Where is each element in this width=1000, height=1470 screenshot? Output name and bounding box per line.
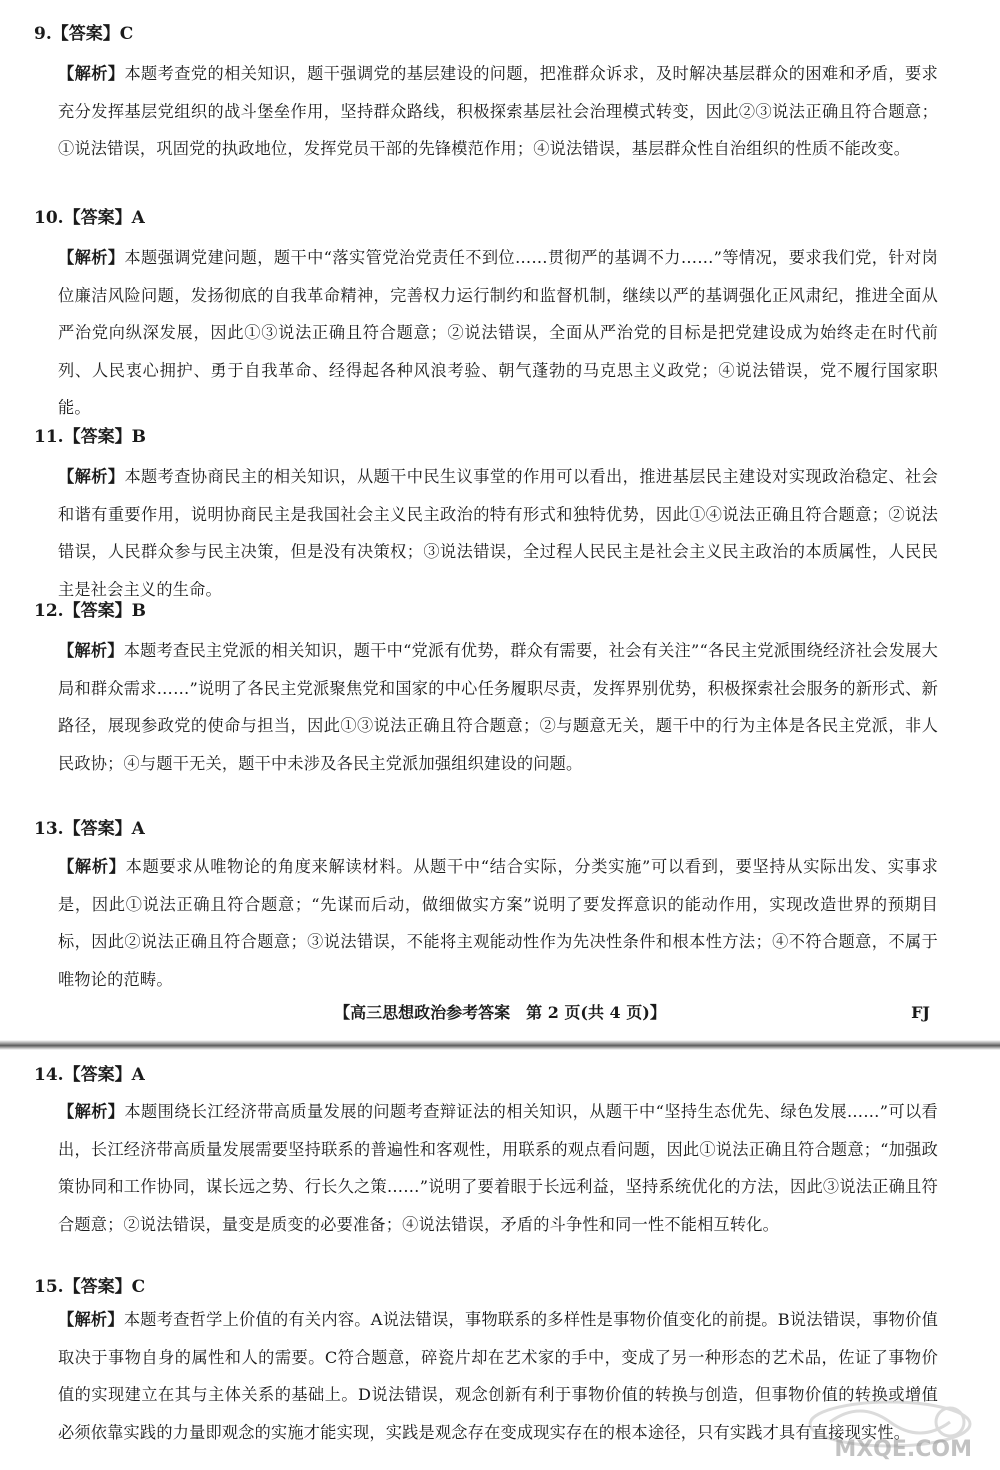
question-12-heading [34, 599, 146, 623]
question-number: 14. [34, 1065, 64, 1085]
watermark-text: MXQE.COM [834, 1437, 972, 1462]
question-12-analysis [58, 632, 938, 782]
question-10-heading [34, 206, 145, 230]
question-number: 10. [34, 208, 64, 228]
analysis-tag: 【解析】 [58, 857, 126, 876]
answer-letter: A [131, 1065, 145, 1085]
answer-letter: C [131, 1277, 146, 1297]
analysis-text: 本题考查协商民主的相关知识，从题干中民生议事堂的作用可以看出，推进基层民主建设对实现政治稳定、社会和谐有重要作用，说明协商民主是我国社会主义民主政治的特有形式和独特优势，因此①④说法正确且符合题意；②说法错误，人民群众参与民主决策，但是没有决策权；③说法错误，全过程人民民主是社会主义民主政治的本质属性，人民民主是社会主义的生命。 [58, 467, 938, 599]
analysis-text: 本题考查哲学上价值的有关内容。A说法错误，事物联系的多样性是事物价值变化的前提。B说法错误，事物价值取决于事物自身的属性和人的需要。C符合题意，碎瓷片却在艺术家的手中，变成了另一种形态的艺术品，佐证了事物价值的实现建立在其与主体关系的基础上。D说法错误，观念创新有利于事物价值的转换与创造，但事物价值的转换或增值必须依靠实践的力量即观念的实施才能实现，实践是观念存在变成现实存在的根本途径，只有实践才具有直接现实性。 [58, 1310, 938, 1442]
analysis-tag: 【解析】 [58, 64, 125, 83]
analysis-tag: 【解析】 [58, 641, 124, 660]
answer-tag: 【答案】 [63, 1277, 132, 1297]
question-14-analysis [58, 1093, 938, 1243]
question-9-analysis [58, 55, 938, 168]
page-footer [0, 1000, 1000, 1026]
analysis-tag: 【解析】 [58, 467, 125, 486]
answer-letter: A [131, 819, 145, 839]
question-number: 12. [34, 601, 64, 621]
question-11-heading [34, 425, 146, 449]
analysis-text: 本题要求从唯物论的角度来解读材料。从题干中“结合实际，分类实施”可以看到，要坚持从实际出发、实事求是，因此①说法正确且符合题意；“先谋而后动，做细做实方案”说明了要发挥意识的能动作用，实现改造世界的预期目标，因此②说法正确且符合题意；③说法错误，不能将主观能动性作为先决性条件和根本性方法；④不符合题意，不属于唯物论的范畴。 [58, 857, 938, 989]
footer-code: FJ [911, 1003, 930, 1022]
analysis-tag: 【解析】 [58, 248, 125, 267]
question-11-analysis [58, 458, 938, 608]
question-10-analysis [58, 239, 938, 427]
answer-tag: 【答案】 [63, 427, 132, 447]
question-13-analysis [58, 848, 938, 998]
question-number: 11. [34, 427, 64, 447]
analysis-text: 本题围绕长江经济带高质量发展的问题考查辩证法的相关知识，从题干中“坚持生态优先、绿色发展……”可以看出，长江经济带高质量发展需要坚持联系的普遍性和客观性，用联系的观点看问题，因此①说法正确且符合题意；“加强政策协同和工作协同，谋长远之势、行长久之策……”说明了要着眼于长远利益，坚持系统优化的方法，因此③说法正确且符合题意；②说法错误，量变是质变的必要准备；④说法错误，矛盾的斗争性和同一性不能相互转化。 [58, 1102, 938, 1234]
page-divider [0, 1040, 1000, 1050]
answer-tag: 【答案】 [63, 601, 132, 621]
answer-letter: C [119, 24, 134, 44]
answer-tag: 【答案】 [63, 208, 132, 228]
answer-tag: 【答案】 [63, 819, 132, 839]
question-15-heading [34, 1275, 145, 1299]
answer-letter: B [131, 601, 146, 621]
analysis-text: 本题强调党建问题，题干中“落实管党治党责任不到位……贯彻严的基调不力……”等情况，要求我们党，针对岗位廉洁风险问题，发扬彻底的自我革命精神，完善权力运行制约和监督机制，继续以严的基调强化正风肃纪，推进全面从严治党向纵深发展，因此①③说法正确且符合题意；②说法错误，全面从严治党的目标是把党建设成为始终走在时代前列、人民衷心拥护、勇于自我革命、经得起各种风浪考验、朝气蓬勃的马克思主义政党；④说法错误，党不履行国家职能。 [58, 248, 938, 418]
analysis-text: 本题考查党的相关知识，题干强调党的基层建设的问题，把准群众诉求，及时解决基层群众的困难和矛盾，要求充分发挥基层党组织的战斗堡垒作用，坚持群众路线，积极探索基层社会治理模式转变，因此②③说法正确且符合题意；①说法错误，巩固党的执政地位，发挥党员干部的先锋模范作用；④说法错误，基层群众性自治组织的性质不能改变。 [58, 64, 938, 159]
question-14-heading [34, 1063, 145, 1087]
question-13-heading [34, 817, 145, 841]
answer-tag: 【答案】 [51, 24, 120, 44]
analysis-text: 本题考查民主党派的相关知识，题干中“党派有优势，群众有需要，社会有关注”“各民主党派围绕经济社会发展大局和群众需求……”说明了各民主党派聚焦党和国家的中心任务履职尽责，发挥界别优势，积极探索社会服务的新形式、新路径，展现参政党的使命与担当，因此①③说法正确且符合题意；②与题意无关，题干中的行为主体是各民主党派，非人民政协；④与题干无关，题干中未涉及各民主党派加强组织建设的问题。 [58, 641, 938, 773]
question-9-heading [34, 22, 133, 46]
analysis-tag: 【解析】 [58, 1102, 125, 1121]
footer-title: 【高三思想政治参考答案 第 2 页(共 4 页)】 [334, 1003, 666, 1022]
answer-letter: A [131, 208, 145, 228]
question-number: 9. [34, 24, 52, 44]
question-number: 13. [34, 819, 64, 839]
analysis-tag: 【解析】 [58, 1310, 124, 1329]
question-number: 15. [34, 1277, 64, 1297]
answer-letter: B [131, 427, 146, 447]
answer-tag: 【答案】 [63, 1065, 132, 1085]
